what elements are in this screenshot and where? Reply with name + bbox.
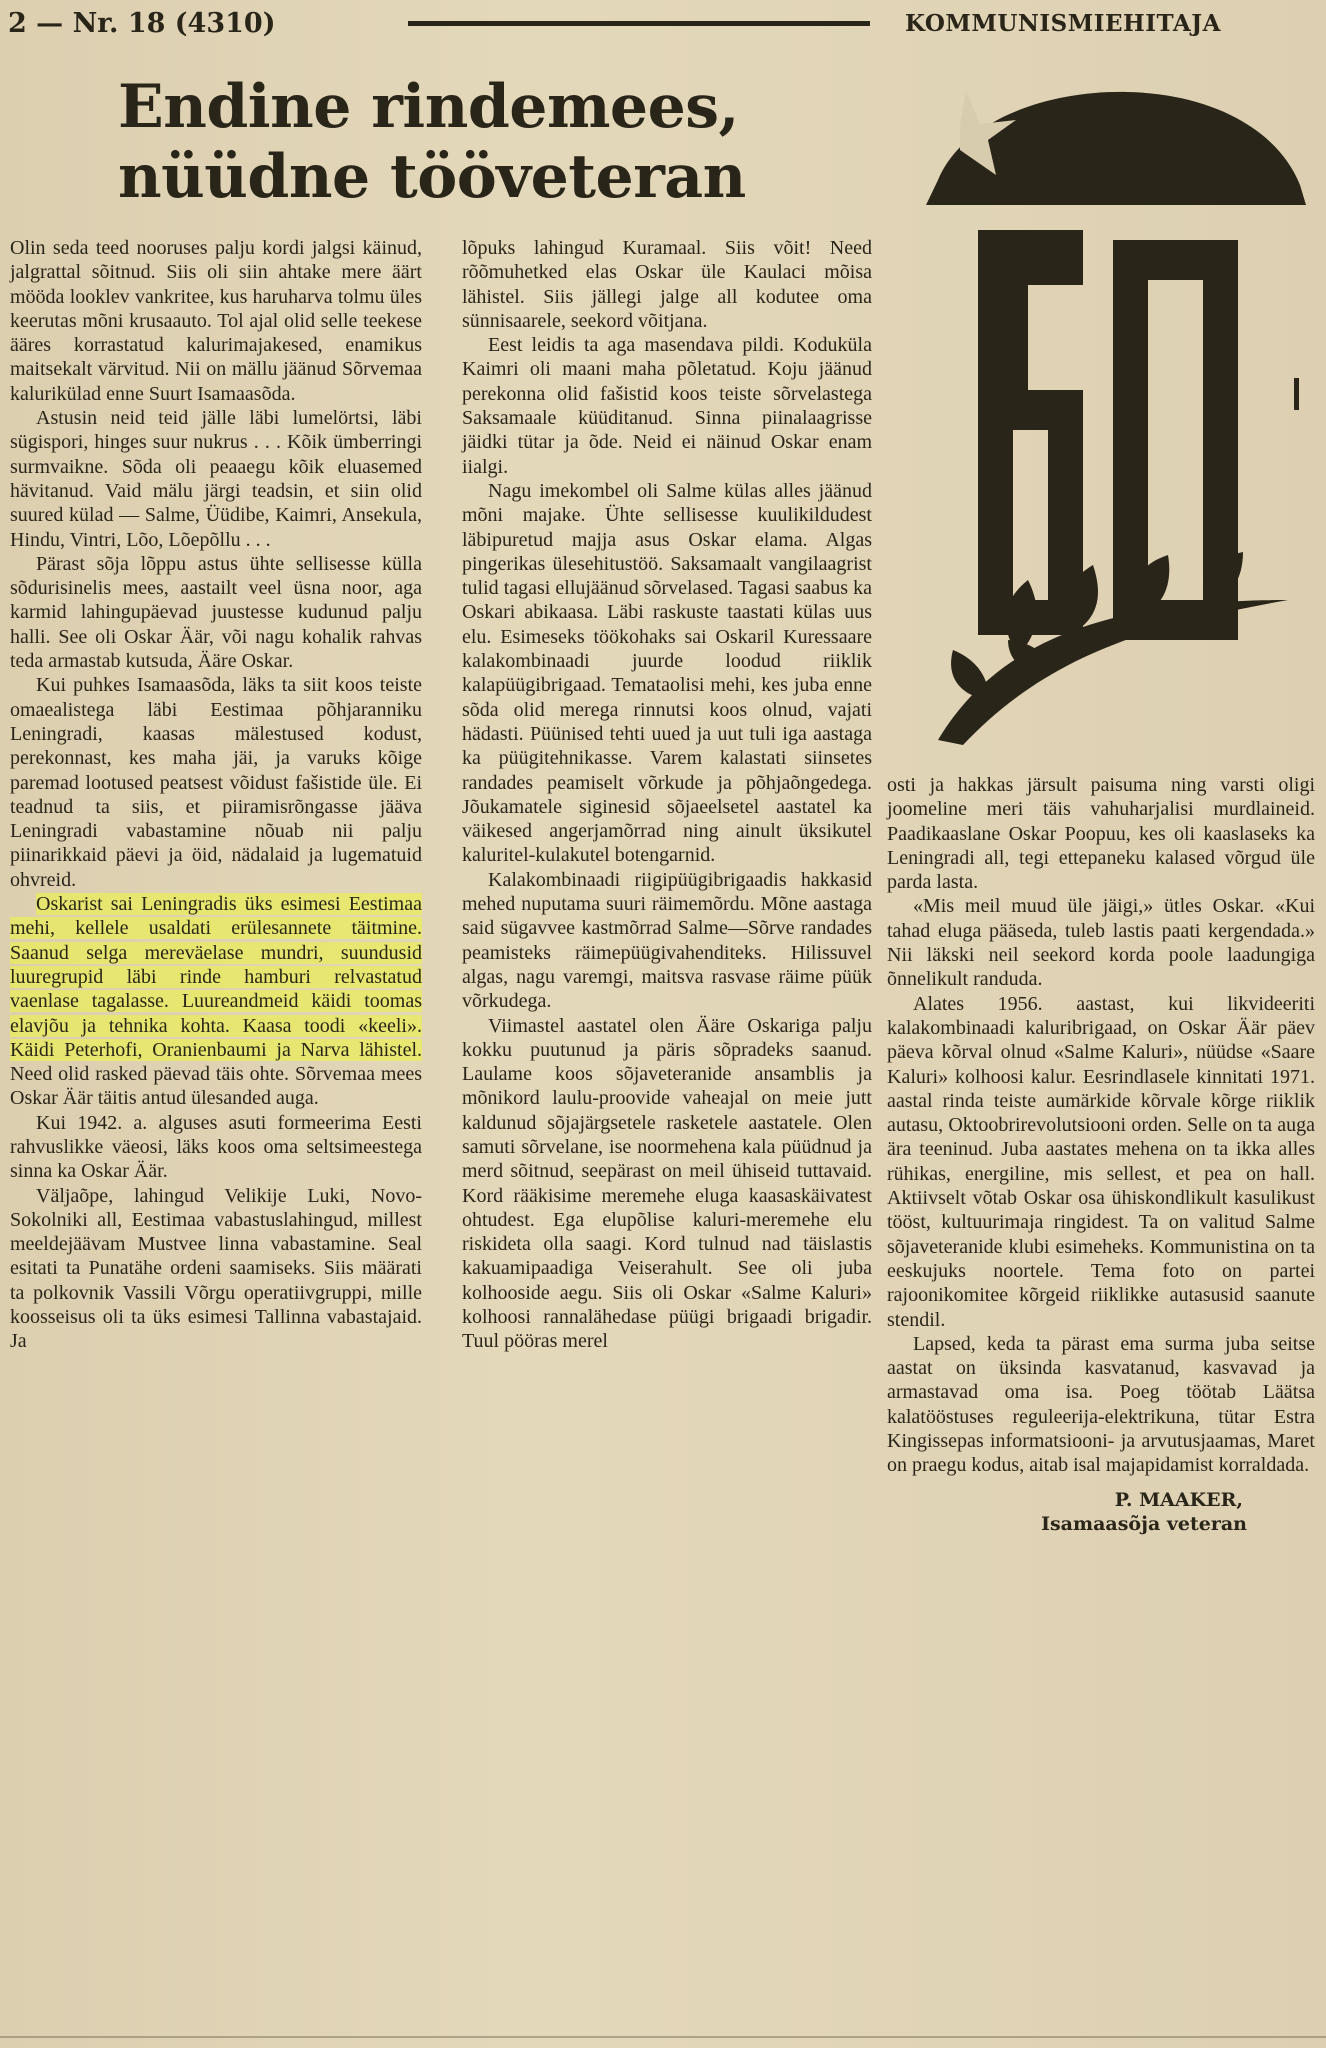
header-rule <box>408 21 870 26</box>
article-column-1 <box>10 236 422 1354</box>
paragraph: Lapsed, keda ta pärast ema surma juba seitse aastat on üksinda kasvatanud, kasvavad ja armastavad oma isa. Poeg töötab Läätsa kalatööstuses reguleerija-elektrikuna, tütar Estra Kingissepas informatsiooni- ja arvutusjaamas, Maret on praegu kodus, aitab isal majapidamist korraldada. <box>887 1332 1315 1477</box>
paragraph: Nagu imekombel oli Salme külas alles jäänud mõni majake. Ühte sellisesse kuulikildudest läbipuretud majja asus Oskar elama. Algas pingerikas ülesehitustöö. Saksamaalt vangilaagrist tulid tagasi ellujäänud sõrvelased. Tagasi saabus ka Oskari abikaasa. Läbi raskuste taastati külas uus elu. Esimeseks töökohaks sai Oskaril Kuressaare kalakombinaadi juurde loodud riiklik kalapüügibrigaad. Temataolisi mehi, kes juba enne sõda olid merega rinnutsi koos olnud, vajati hädasti. Püünised tehti uued ja uut tuli iga aastaga ka püügitehnikasse. Varem kalastati siinsetes randades peamiselt võrkude ja põhjaõngedega. Jõukamatele siginesid sõjaeelsetel aastatel ka väikesed angerjamõrrad ning ainult üksikutel kaluritel-kulakutel botengarnid. <box>462 479 872 867</box>
paragraph: Astusin neid teid jälle läbi lumelörtsi, läbi sügispori, hinges suur nukrus . . . Kõik ümberringi surmvaikne. Sõda oli peaaegu kõik eluasemed hävitanud. Vaid mälu järgi teadsin, et siin olid suured külad — Salme, Üüdibe, Kaimri, Ansekula, Hindu, Vintri, Lõo, Lõepõllu . . . <box>10 407 422 551</box>
author-name: P. MAAKER, <box>1114 1488 1243 1511</box>
helmet-60-emblem <box>908 80 1308 750</box>
paragraph: Viimastel aastatel olen Ääre Oskariga palju kokku puutunud ja päris sõpradeks saanud. Laulame koos sõjaveteranide ansamblis ja mõnikord laulu-proovide vaheajal on meie jutt kaldunud sõjajärgsetele rasketele aastatele. Olen samuti sõrvelane, ise noormehena kala püüdnud ja merd sõitnud, seepärast on meil ühiseid tuttavaid. Kord rääkisime meremehe eluga kaasaskäivatest ohtudest. Ega elupõlise kaluri-meremehe elu riskideta olla saagi. Kord tulnud nad täislastis kakuamipaadiga Veiserahult. See oli juba kolhooside aegu. Siis oli Oskar «Salme Kaluri» kolhoosi rannalähedase püügi brigaadi brigadir. Tuul pööras merel <box>462 1014 872 1353</box>
paragraph: lõpuks lahingud Kuramaal. Siis võit! Need rõõmuhetked elas Oskar üle Kaulaci mõisa lähistel. Siis jällegi jalge all kodutee oma sünnisaarele, seekord võitjana. <box>462 237 872 332</box>
margin-mark <box>1294 378 1299 410</box>
paragraph: Kui puhkes Isamaasõda, läks ta siit koos teiste omaealistega läbi Eestimaa põhjaranniku Leningradi, kaasas mälestused kodust, perekonnast, kes maha jäi, ja varuks kõige paremad lootused peatsest võidust fašistide üle. Ei teadnud ta siis, et piiramisrõngasse jääva Leningradi vabastamine nõuab nii palju piinarikkaid päevi ja öid, nädalaid ja lugematuid ohvreid. <box>10 674 422 891</box>
paragraph: Väljaõpe, lahingud Velikije Luki, Novo-Sokolniki all, Eestimaa vabastuslahingud, millest meeldejäävam Mustvee linna vabastamine. Seal esitati ta Punatähe ordeni saamiseks. Siis määrati ta polkovnik Vassili Võrgu operatiivgruppi, mille koosseisus oli ta üks esimesi Tallinna vabastajaid. Ja <box>10 1184 422 1353</box>
issue-number: 2 — Nr. 18 (4310) <box>8 8 276 39</box>
article-column-2 <box>462 236 872 1354</box>
paragraph: Olin seda teed nooruses palju kordi jalgsi käinud, jalgrattal sõitnud. Siis oli siin ahtake mere äärt mööda looklev vankritee, kus haruharva tolmu üles keerutas mõni krusaauto. Tol ajal olid selle teekese ääres korrastatud kalurimajakesed, enamikus maitsekalt värvitud. Nii on mällu jäänud Sõrvemaa kalurikülad enne Suurt Isamaasõda. <box>10 237 422 405</box>
article-column-3 <box>887 773 1315 1536</box>
article-headline <box>118 72 798 212</box>
paragraph: Pärast sõja lõppu astus ühte sellisesse külla sõdurisinelis mees, aastailt veel üsna noor, aga karmid lahingupäevad juustesse kudunud palju halli. See oli Oskar Äär, või nagu kohalik rahvas teda armastab kutsuda, Ääre Oskar. <box>10 552 422 673</box>
page-header <box>0 8 1326 38</box>
paragraph: Alates 1956. aastast, kui likvideeriti kalakombinaadi kaluribrigaad, on Oskar Äär päev päeva kõrval olnud «Salme Kaluri», nüüdse «Saare Kaluri» kolhoosi kalur. Eesrindlasele kinnitati 1971. aastal rinda teiste aumärkide kõrvale kõrge riiklik autasu, Oktoobrirevolutsiooni orden. Selle on ta auga ära teeninud. Juba aastates mehena on ta ikka alles rühikas, energiline, mis sellest, et pea on hall. Aktiivselt võtab Oskar osa ühiskondlikult kasulikust tööst, kultuurimaja ringidest. Ta on valitud Salme sõjaveteranide klubi esimeheks. Kommunistina on ta eeskujuks noortele. Tema foto on partei rajoonikomitee kõrgeid riiklikke autasusid saanute stendil. <box>887 992 1315 1331</box>
author-title: Isamaasõja veteran <box>1041 1512 1247 1535</box>
headline-line-1: Endine rindemees, <box>118 72 739 142</box>
paragraph-tail: Need olid rasked päevad täis ohte. Sõrvemaa mees Oskar Äär täitis antud ülesanded auga. <box>10 1063 422 1110</box>
paragraph: osti ja hakkas järsult paisuma ning varsti oligi joomeline meri täis vahuharjalisi murdlaineid. Paadikaaslane Oskar Poopuu, kes oli kaaslaseks ka Leningradi all, tegi ettepaneku kalased võrgud üle parda lasta. <box>887 774 1315 894</box>
highlighter-mark: Oskarist sai Leningradis üks esimesi Eestimaa mehi, kellele usaldati erülesannete täitmine. Saanud selga mereväelase mundri, suundusid luuregrupid läbi rinde hamburi relvastatud vaenlase tagalasse. Luureandmeid käidi toomas elavjõu ja tehnika kohta. Kaasa toodi «keeli». Käidi Peterhofi, Oranienbaumi ja Narva lähistel. <box>10 893 422 1061</box>
digit-six-icon <box>978 230 1083 635</box>
paragraph: Eest leidis ta aga masendava pildi. Koduküla Kaimri oli maani maha põletatud. Koju jäänud perekonna olid fašistid koos teiste sõrvelastega Saksamaale küüditanud. Sinna piinalaagrisse jäidki tütar ja õde. Neid ei näinud Oskar enam iialgi. <box>462 334 872 478</box>
paragraph: Kalakombinaadi riigipüügibrigaadis hakkasid mehed nuputama suuri räimemõrdu. Mõne aastaga said sügavvee kastmõrrad Salme—Sõrve randades peamisteks räimepüügivahenditeks. Hilissuvel algas, nagu varemgi, maitsva rasvase räime püük võrkudega. <box>462 868 872 1013</box>
laurel-leaf-icon <box>951 650 988 700</box>
headline-line-2: nüüdne tööveteran <box>118 142 746 212</box>
author-signature <box>887 1488 1315 1537</box>
paragraph: «Mis meil muud üle jäigi,» ütles Oskar. «Kui tahad eluga pääseda, tuleb lastis paati kergendada.» Nii läkski neil seekord korda poole laadungiga õnnelikult randuda. <box>887 895 1315 991</box>
clipping-edge <box>0 2036 1326 2038</box>
paragraph: Kui 1942. a. alguses asuti formeerima Eesti rahvuslikke väeosi, läks koos oma seltsimeestega sinna ka Oskar Äär. <box>10 1111 422 1183</box>
newspaper-title: KOMMUNISMIEHITAJA <box>905 10 1221 37</box>
paragraph-highlighted <box>10 892 422 1111</box>
